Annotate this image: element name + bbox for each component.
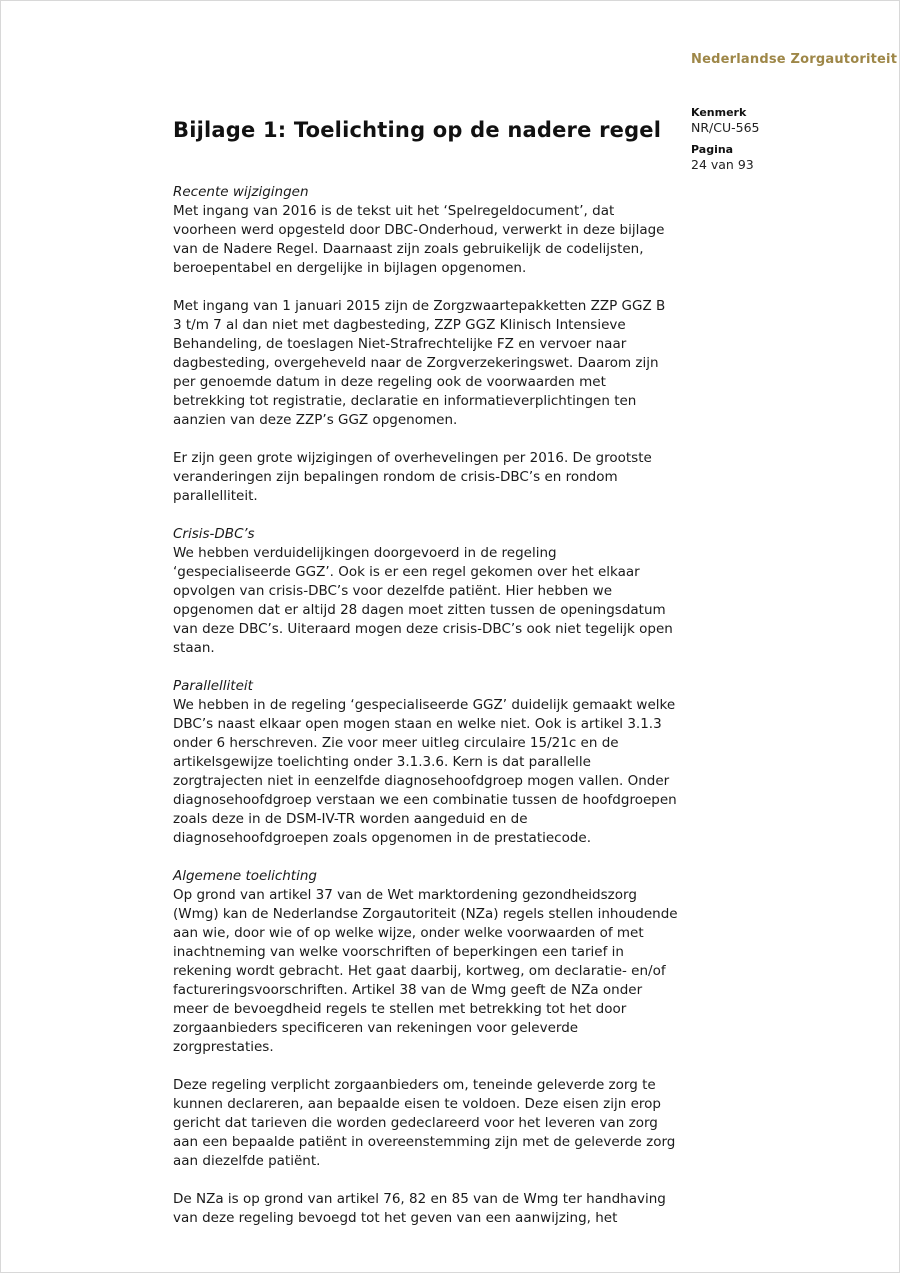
document-meta [691,106,861,180]
paragraph: De NZa is op grond van artikel 76, 82 en 85 van de Wmg ter handhaving van deze regeling bevoegd tot het geven van een aanwijzing, het [173,1191,666,1226]
section-algemene-toelichting [173,867,678,1228]
paragraph: Met ingang van 2016 is de tekst uit het ‘Spelregeldocument’, dat voorheen werd opgesteld door DBC-Onderhoud, verwerkt in deze bijlage van de Nadere Regel. Daarnaast zijn zoals gebruikelijk de codelijsten, beroepentabel en dergelijke in bijlagen opgenomen. [173,203,665,276]
section-heading: Algemene toelichting [173,868,317,884]
paragraph: Met ingang van 1 januari 2015 zijn de Zorgzwaartepakketten ZZP GGZ B 3 t/m 7 al dan niet met dagbesteding, ZZP GGZ Klinisch Intensieve Behandeling, de toeslagen Niet-Strafrechtelijke FZ en vervoer naar dagbesteding, overgeheveld naar de Zorgverzekeringswet. Daarom zijn per genoemde datum in deze regeling ook de voorwaarden met betrekking tot registratie, declaratie en informatieverplichtingen ten aanzien van deze ZZP’s GGZ opgenomen. [173,298,666,428]
paragraph: We hebben in de regeling ‘gespecialiseerde GGZ’ duidelijk gemaakt welke DBC’s naast elkaar open mogen staan en welke niet. Ook is artikel 3.1.3 onder 6 herschreven. Zie voor meer uitleg circulaire 15/21c en de artikelsgewijze toelichting onder 3.1.3.6. Kern is dat parallelle zorgtrajecten niet in eenzelfde diagnosehoofdgroep mogen vallen. Onder diagnosehoofdgroep verstaan we een combinatie tussen de hoofdgroepen zoals deze in de DSM-IV-TR worden aangeduid en de diagnosehoofdgroepen zoals opgenomen in de prestatiecode. [173,697,677,846]
nza-logo: Nederlandse Zorgautoriteit [691,52,898,67]
section-parallelliteit [173,677,678,848]
paragraph: Er zijn geen grote wijzigingen of overhevelingen per 2016. De grootste veranderingen zijn bepalingen rondom de crisis-DBC’s en rondom parallelliteit. [173,450,652,504]
paragraph: We hebben verduidelijkingen doorgevoerd in de regeling ‘gespecialiseerde GGZ’. Ook is er een regel gekomen over het elkaar opvolgen van crisis-DBC’s voor dezelfde patiënt. Hier hebben we opgenomen dat er altijd 28 dagen moet zitten tussen de openingsdatum van deze DBC’s. Uiteraard mogen deze crisis-DBC’s ook niet tegelijk open staan. [173,545,673,656]
section-recente-wijzigingen [173,183,678,506]
paragraph: Deze regeling verplicht zorgaanbieders om, teneinde geleverde zorg te kunnen declareren, aan bepaalde eisen te voldoen. Deze eisen zijn erop gericht dat tarieven die worden gedeclareerd voor het leveren van zorg aan een bepaalde patiënt in overeenstemming zijn met de geleverde zorg aan diezelfde patiënt. [173,1077,676,1169]
section-heading: Recente wijzigingen [173,184,309,200]
section-crisis-dbcs [173,525,678,658]
pagina-label: Pagina [691,143,734,156]
page-title: Bijlage 1: Toelichting op de nadere regel [173,118,662,142]
section-heading: Crisis-DBC’s [173,526,255,542]
section-heading: Parallelliteit [173,678,253,694]
kenmerk-value: NR/CU-565 [691,120,760,135]
kenmerk-label: Kenmerk [691,106,747,119]
paragraph: Op grond van artikel 37 van de Wet marktordening gezondheidszorg (Wmg) kan de Nederlandse Zorgautoriteit (NZa) regels stellen inhoudende aan wie, door wie of op welke wijze, onder welke voorwaarden of met inachtneming van welke voorschriften of beperkingen een tarief in rekening wordt gebracht. Het gaat daarbij, kortweg, om declaratie- en/of factureringsvoorschriften. Artikel 38 van de Wmg geeft de NZa onder meer de bevoegdheid regels te stellen met betrekking tot het door zorgaanbieders specificeren van rekeningen voor geleverde zorgprestaties. [173,887,678,1055]
document-body [173,117,678,1247]
pagina-value: 24 van 93 [691,157,754,172]
